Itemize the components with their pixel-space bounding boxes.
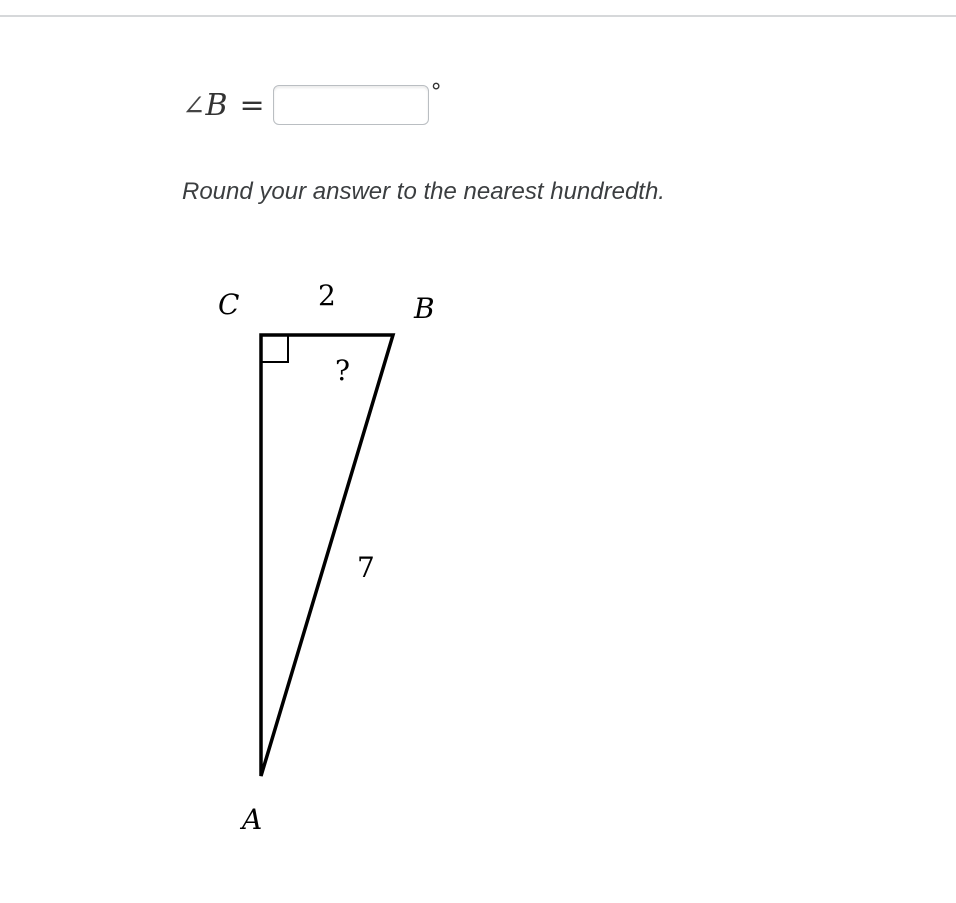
side-label-ab: 7	[357, 551, 375, 584]
vertex-label-c: C	[218, 288, 240, 321]
side-label-cb: 2	[318, 279, 336, 312]
angle-name: B	[205, 87, 228, 123]
unknown-angle-label: ?	[335, 354, 351, 387]
degree-symbol: °	[430, 80, 442, 105]
rounding-instruction: Round your answer to the nearest hundredth.	[182, 178, 665, 205]
vertex-label-b: B	[414, 292, 435, 325]
vertex-label-a: A	[242, 803, 263, 836]
angle-symbol: ∠	[182, 88, 206, 122]
right-angle-marker	[261, 335, 288, 362]
equals-sign: =	[239, 87, 265, 123]
